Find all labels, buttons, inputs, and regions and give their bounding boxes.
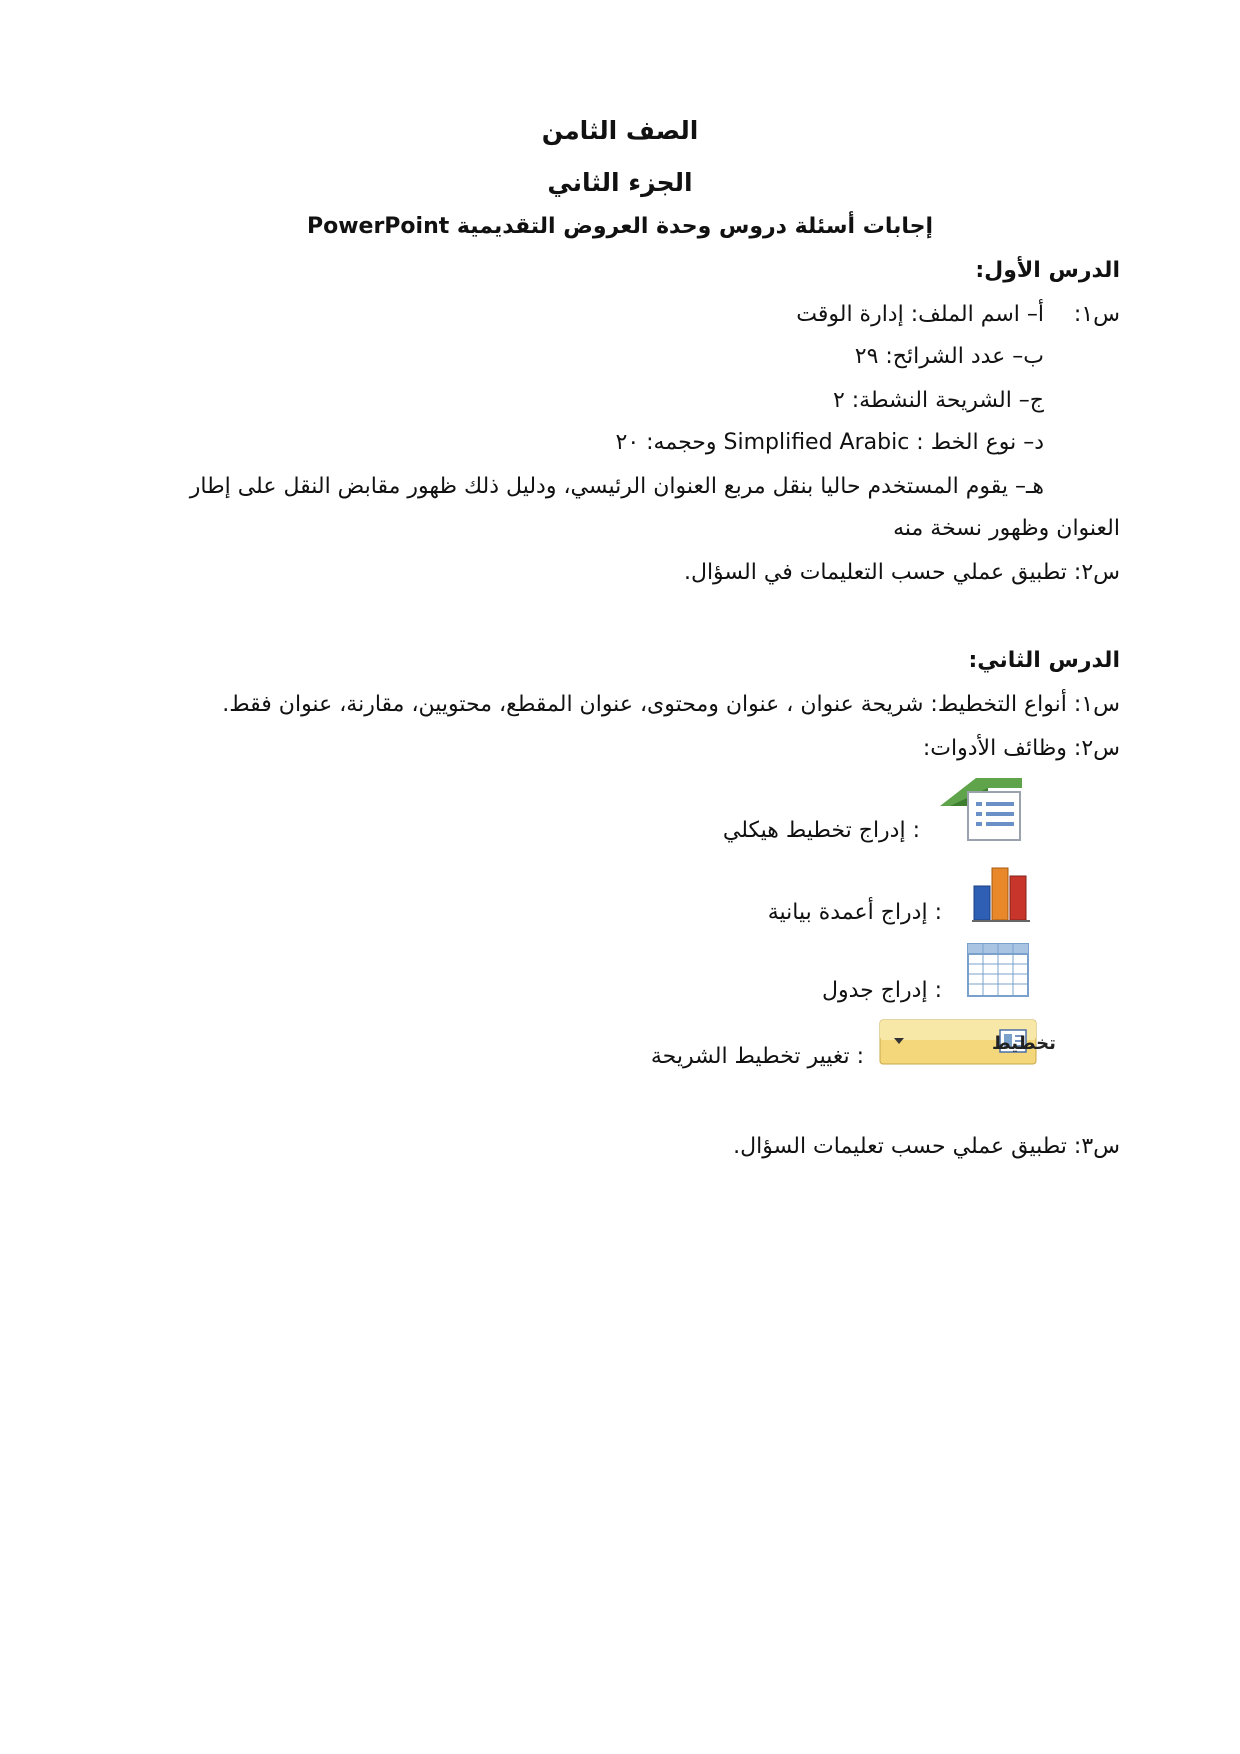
lesson1-q1-answer-d: د– نوع الخط : Simplified Arabic وحجمه: ٢٠ <box>615 430 1044 455</box>
document-subtitle: إجابات أسئلة دروس وحدة العروض التقديمية PowerPoint <box>306 214 934 239</box>
lesson1-q1-answer-c: ج– الشريحة النشطة: ٢ <box>832 388 1044 413</box>
lesson1-heading: الدرس الأول: <box>975 258 1120 283</box>
lesson1-q1-label: س١: <box>1073 302 1120 327</box>
lesson2-q2: س٢: وظائف الأدوات: <box>922 736 1120 761</box>
layout-button-text: تخطيط <box>992 1033 1056 1054</box>
lesson2-q1: س١: أنواع التخطيط: شريحة عنوان ، عنوان ومحتوى، عنوان المقطع، محتويين، مقارنة، عنوان فقط. <box>222 692 1120 717</box>
table-icon <box>964 940 1032 1000</box>
lesson2-heading: الدرس الثاني: <box>968 648 1120 673</box>
lesson1-q2: س٢: تطبيق عملي حسب التعليمات في السؤال. <box>683 560 1120 585</box>
lesson1-q1-answer-e-line1: هـ– يقوم المستخدم حاليا بنقل مربع العنوان الرئيسي، ودليل ذلك ظهور مقابض النقل على إطار <box>189 474 1044 499</box>
grade-title: الصف الثامن <box>541 116 699 145</box>
tool-table-label: : إدراج جدول <box>821 978 942 1003</box>
tool-smartart-label: : إدراج تخطيط هيكلي <box>722 818 920 843</box>
lesson2-q3: س٣: تطبيق عملي حسب تعليمات السؤال. <box>733 1134 1120 1159</box>
bar-chart-icon <box>970 864 1034 924</box>
smartart-icon <box>936 776 1026 846</box>
lesson1-q1-answer-b: ب– عدد الشرائح: ٢٩ <box>854 344 1044 369</box>
tool-chart-label: : إدراج أعمدة بيانية <box>767 900 942 925</box>
lesson1-q1-answer-a: أ– اسم الملف: إدارة الوقت <box>796 302 1044 327</box>
tool-layout-label: : تغيير تخطيط الشريحة <box>650 1044 864 1069</box>
lesson1-q1-answer-e-line2: العنوان وظهور نسخة منه <box>893 516 1120 541</box>
layout-button-icon <box>874 1014 1056 1070</box>
part-title: الجزء الثاني <box>547 168 693 197</box>
